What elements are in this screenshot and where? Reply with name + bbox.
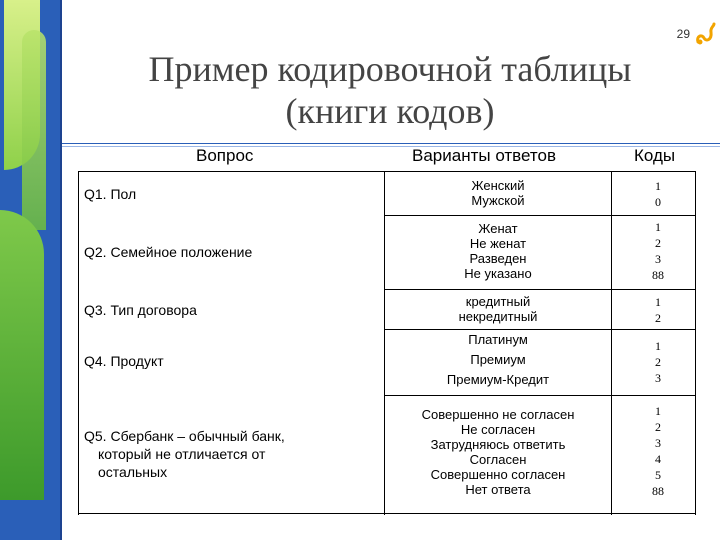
row-divider [384, 215, 695, 216]
question-line: остальных [98, 464, 168, 480]
answer-option: Согласен [469, 452, 527, 467]
answers-q5 [388, 407, 608, 497]
header-question: Вопрос [196, 146, 254, 165]
codes-q1 [622, 178, 694, 210]
question-line: который не отличается от [98, 446, 266, 462]
answer-option: Нет ответа [465, 482, 531, 497]
code-value: 3 [655, 436, 661, 450]
header-answers: Варианты ответов [412, 146, 556, 165]
question-line: Q5. Сбербанк – обычный банк, [84, 428, 285, 444]
answer-option: кредитный [465, 294, 531, 309]
table-border [78, 171, 384, 172]
codes-q3 [622, 294, 694, 326]
code-value: 88 [652, 484, 664, 498]
answers-q3 [388, 294, 608, 324]
answer-option: Премиум [470, 352, 526, 367]
divider-line [62, 146, 720, 147]
code-value: 0 [655, 195, 661, 209]
logo-icon [694, 22, 716, 46]
code-value: 2 [655, 311, 661, 325]
answers-q4 [388, 330, 608, 390]
question-q5 [84, 427, 324, 481]
code-value: 4 [655, 452, 661, 466]
code-value: 1 [655, 339, 661, 353]
question-q3: Q3. Тип договора [84, 302, 197, 318]
table-border [78, 171, 79, 515]
answer-option: Не женат [469, 236, 527, 251]
code-value: 1 [655, 220, 661, 234]
question-q4: Q4. Продукт [84, 353, 164, 369]
code-value: 3 [655, 252, 661, 266]
code-value: 1 [655, 179, 661, 193]
codes-q5 [622, 403, 694, 499]
answer-option: Разведен [469, 251, 527, 266]
row-divider [384, 395, 695, 396]
title-line: Пример кодировочной таблицы [148, 49, 632, 89]
title-line: (книги кодов) [285, 91, 495, 131]
answers-q2 [388, 221, 608, 281]
leaf-decoration [0, 210, 44, 500]
code-value: 1 [655, 295, 661, 309]
question-q1: Q1. Пол [84, 186, 137, 202]
answer-option: Женский [471, 178, 525, 193]
slide-number: 29 [676, 27, 690, 41]
answer-option: Платинум [468, 332, 528, 347]
leaf-decoration [22, 30, 46, 230]
table-border [78, 513, 696, 514]
table-border [695, 171, 696, 515]
divider-line [62, 143, 720, 144]
answer-option: Не согласен [460, 422, 536, 437]
answer-option: Женат [478, 221, 518, 236]
answers-q1 [388, 178, 608, 208]
page-title [80, 48, 700, 132]
table-border [384, 171, 695, 172]
header-codes: Коды [634, 146, 676, 165]
column-divider [611, 171, 612, 515]
question-q2: Q2. Семейное положение [84, 244, 253, 260]
codes-q2 [622, 219, 694, 283]
column-divider [384, 171, 385, 515]
code-value: 3 [655, 371, 661, 385]
answer-option: Премиум-Кредит [446, 372, 550, 387]
code-value: 1 [655, 404, 661, 418]
answer-option: Не указано [464, 266, 532, 281]
row-divider [384, 289, 695, 290]
code-value: 2 [655, 355, 661, 369]
code-value: 2 [655, 236, 661, 250]
answer-option: Совершенно не согласен [421, 407, 575, 422]
answer-option: некредитный [458, 309, 538, 324]
answer-option: Мужской [471, 193, 525, 208]
answer-option: Затрудняюсь ответить [430, 437, 566, 452]
code-value: 5 [655, 468, 661, 482]
codes-q4 [622, 338, 694, 386]
code-value: 88 [652, 268, 664, 282]
sidebar-stripe [60, 0, 62, 540]
code-value: 2 [655, 420, 661, 434]
sidebar-decoration [0, 0, 62, 540]
answer-option: Совершенно согласен [430, 467, 566, 482]
